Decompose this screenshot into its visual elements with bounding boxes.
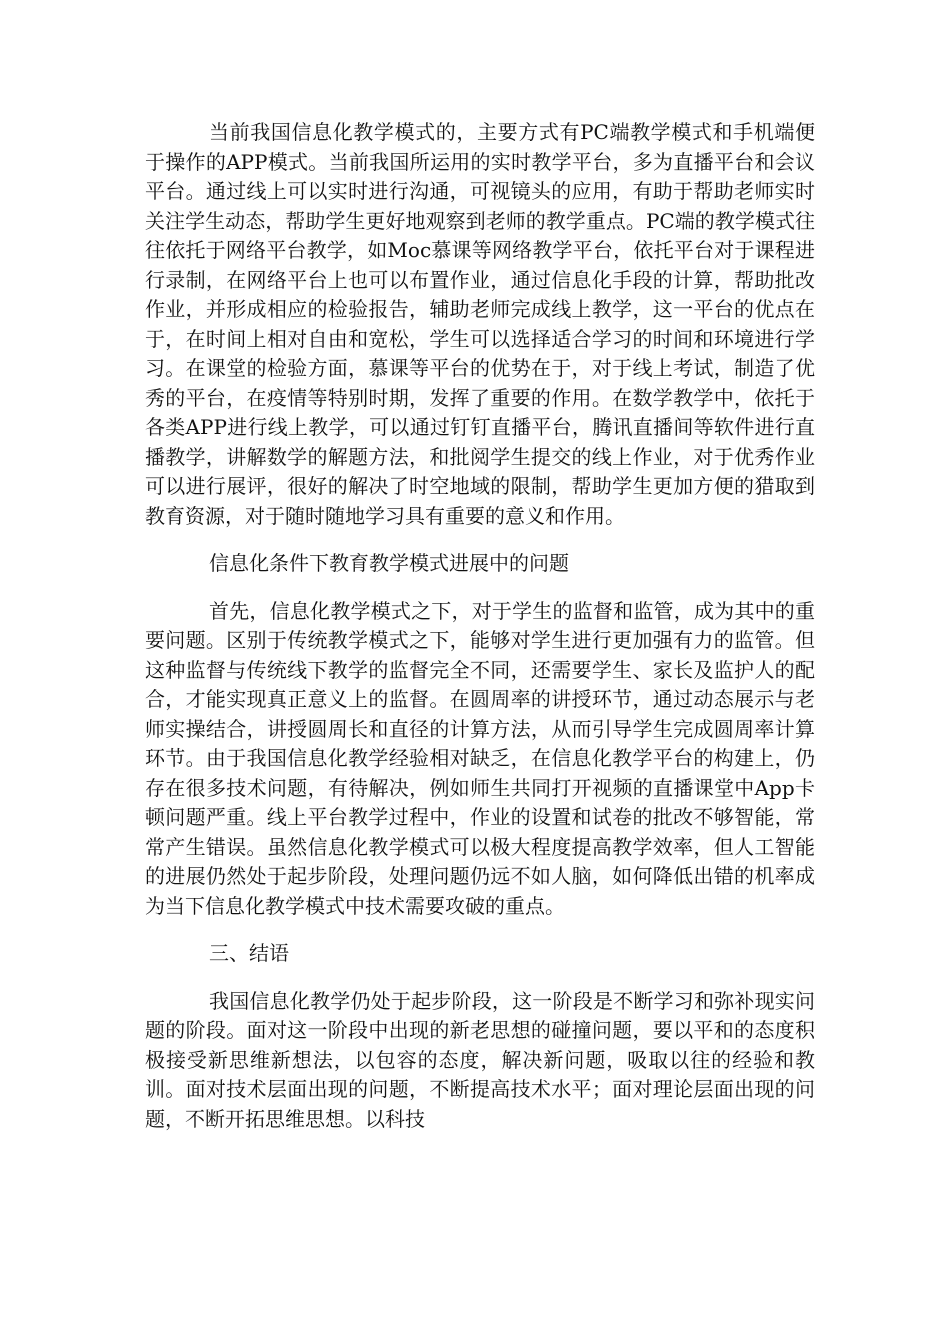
document-body [145, 118, 815, 1134]
section-heading: 三、结语 [209, 941, 289, 965]
section-heading: 信息化条件下教育教学模式进展中的问题 [209, 551, 569, 575]
body-paragraph: 当前我国信息化教学模式的，主要方式有PC端教学模式和手机端便于操作的APP模式。当前我国所运用的实时教学平台，多为直播平台和会议平台。通过线上可以实时进行沟通，可视镜头的应用，有助于帮助老师实时关注学生动态，帮助学生更好地观察到老师的教学重点。PC端的教学模式往往依托于网络平台教学，如Moc慕课等网络教学平台，依托平台对于课程进行录制，在网络平台上也可以布置作业，通过信息化手段的计算，帮助批改作业，并形成相应的检验报告，辅助老师完成线上教学，这一平台的优点在于，在时间上相对自由和宽松，学生可以选择适合学习的时间和环境进行学习。在课堂的检验方面，慕课等平台的优势在于，对于线上考试，制造了优秀的平台，在疫情等特别时期，发挥了重要的作用。在数学教学中，依托于各类APP进行线上教学，可以通过钉钉直播平台，腾讯直播间等软件进行直播教学，讲解数学的解题方法，和批阅学生提交的线上作业，对于优秀作业可以进行展评，很好的解决了时空地域的限制，帮助学生更加方便的猎取到教育资源，对于随时随地学习具有重要的意义和作用。 [145, 120, 815, 528]
body-paragraph: 我国信息化教学仍处于起步阶段，这一阶段是不断学习和弥补现实问题的阶段。面对这一阶段中出现的新老思想的碰撞问题，要以平和的态度积极接受新思维新想法，以包容的态度，解决新问题，吸取以往的经验和教训。面对技术层面出现的问题，不断提高技术水平；面对理论层面出现的问题，不断开拓思维思想。以科技 [145, 988, 815, 1131]
body-paragraph: 首先，信息化教学模式之下，对于学生的监督和监管，成为其中的重要问题。区别于传统教学模式之下，能够对学生进行更加强有力的监管。但这种监督与传统线下教学的监督完全不同，还需要学生、家长及监护人的配合，才能实现真正意义上的监督。在圆周率的讲授环节，通过动态展示与老师实操结合，讲授圆周长和直径的计算方法，从而引导学生完成圆周率计算环节。由于我国信息化教学经验相对缺乏，在信息化教学平台的构建上，仍存在很多技术问题，有待解决，例如师生共同打开视频的直播课堂中App卡顿问题严重。线上平台教学过程中，作业的设置和试卷的批改不够智能，常常产生错误。虽然信息化教学模式可以极大程度提高教学效率，但人工智能的进展仍然处于起步阶段，处理问题仍远不如人脑，如何降低出错的机率成为当下信息化教学模式中技术需要攻破的重点。 [145, 598, 815, 918]
